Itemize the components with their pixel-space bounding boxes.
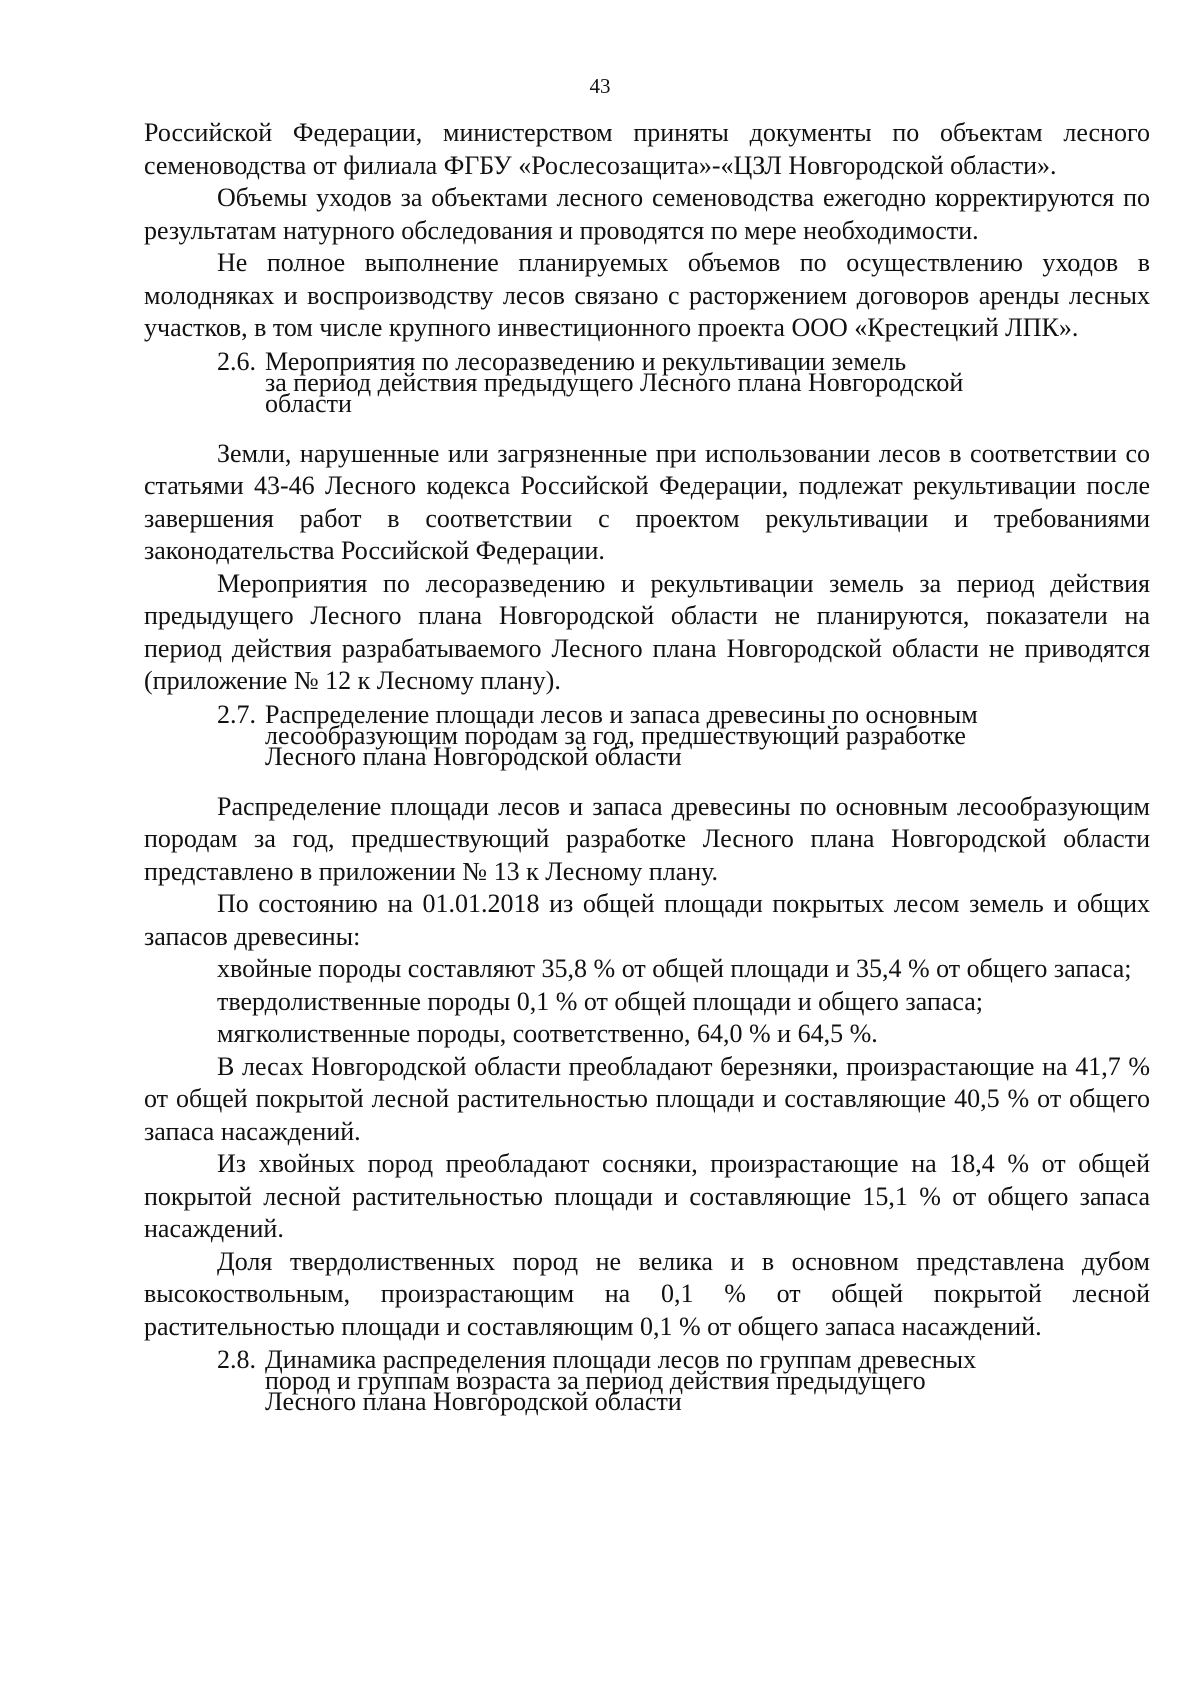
paragraph-disturbed-lands: Земли, нарушенные или загрязненные при использовании лесов в соответствии со статьями 43-46 Лесного кодекса Российской Федерации, подлежат рекультивации после завершения работ в соответствии с проектом рекультивации и требованиями законодательства Российской Федерации. [144, 438, 1150, 565]
paragraph-seed-care: Объемы уходов за объектами лесного семеноводства ежегодно корректируются по результатам натурного обследования и проводятся по мере необходимости. [144, 183, 1150, 245]
section-heading-2-8 [217, 1345, 1150, 1416]
section-heading-line: Мероприятия по лесоразведению и рекультивации земель [265, 346, 907, 376]
paragraph-incomplete-execution: Не полное выполнение планируемых объемов по осуществлению уходов в молодняках и воспроизводству лесов связано с расторжением договоров аренды лесных участков, в том числе крупного инвестиционного проекта ООО «Крестецкий ЛПК». [144, 248, 1150, 342]
section-heading-line: Лесного плана Новгородской области [265, 1387, 682, 1416]
page-content [144, 117, 1150, 1436]
page-number: 43 [589, 74, 611, 98]
paragraph-oak: Доля твердолиственных пород не велика и в основном представлена дубом высокоствольным, произрастающим на 0,1 % от общей покрытой лесной растительностью площади и составляющим 0,1 % от общего запаса насаждений. [144, 1246, 1150, 1341]
paragraph-status-date: По состоянию на 01.01.2018 из общей площади покрытых лесом земель и общих запасов древесины: [144, 889, 1150, 951]
section-heading-line: области [265, 388, 352, 418]
paragraph-distribution: Распределение площади лесов и запаса древесины по основным лесообразующим породам за год, предшествующий разработке Лесного плана Новгородской области представлено в приложении № 13 к Лесному плану. [144, 791, 1150, 886]
list-item-conifers: хвойные породы составляют 35,8 % от общей площади и 35,4 % от общего запаса; [217, 954, 1132, 983]
paragraph-continuation: Российской Федерации, министерством приняты документы по объектам лесного семеноводства от филиала ФГБУ «Рослесозащита»-«ЦЗЛ Новгородской области». [144, 118, 1150, 180]
paragraph-pine: Из хвойных пород преобладают сосняки, произрастающие на 18,4 % от общей покрытой лесной растительностью площади и составляющие 15,1 % от общего запаса насаждений. [144, 1149, 1150, 1243]
section-heading-line: за период действия предыдущего Лесного плана Новгородской [265, 367, 964, 397]
section-heading-line: Динамика распределения площади лесов по группам древесных [265, 1345, 977, 1374]
paragraph-birch: В лесах Новгородской области преобладают березняки, произрастающие на 41,7 % от общей покрытой лесной растительностью площади и составляющие 40,5 % от общего запаса насаждений. [144, 1051, 1150, 1146]
paragraph-afforestation-measures: Мероприятия по лесоразведению и рекультивации земель за период действия предыдущего Лесного плана Новгородской области не планируются, показатели на период действия разрабатываемого Лесного плана Новгородской области не приводятся (приложение № 12 к Лесному плану). [144, 568, 1150, 695]
section-number: 2.8. [217, 1345, 256, 1374]
section-heading-2-7 [217, 699, 1150, 771]
section-heading-2-6 [217, 346, 1150, 418]
section-heading-line: лесообразующим породам за год, предшествующий разработке [265, 720, 966, 750]
list-item-hardwoods: твердолиственные породы 0,1 % от общей площади и общего запаса; [217, 986, 983, 1016]
section-number: 2.6. [217, 346, 256, 376]
section-number: 2.7. [217, 699, 256, 729]
section-heading-line: Распределение площади лесов и запаса древесины по основным [265, 699, 978, 729]
section-heading-line: пород и группам возраста за период действия предыдущего [265, 1366, 926, 1395]
section-heading-line: Лесного плана Новгородской области [265, 741, 682, 771]
list-item-softwoods: мягколиственные породы, соответственно, 64,0 % и 64,5 %. [217, 1019, 878, 1048]
